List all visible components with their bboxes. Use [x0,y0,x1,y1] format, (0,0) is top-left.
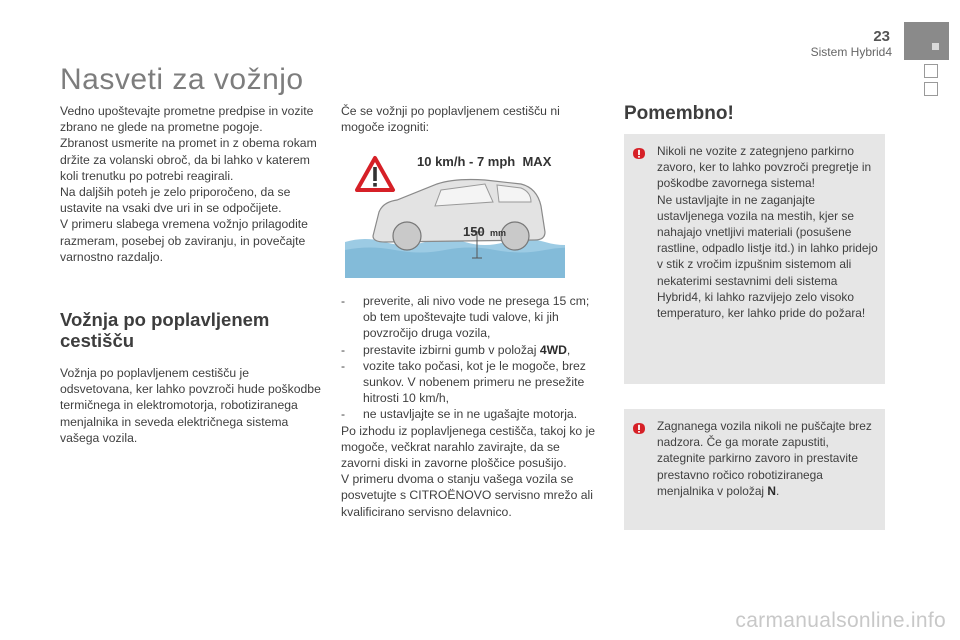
intro-text [60,103,322,265]
warning-box-unattended [624,409,885,530]
warning-icon [632,147,646,160]
warning-icon [632,422,646,435]
gear-position-n: N [767,483,776,498]
list-item: - vozite tako počasi, kot je le mogoče, brez sunkov. V nobenem primeru ne presežite hitrosti 10 km/h, [341,358,586,406]
list-item: - ne ustavljajte se in ne ugašajte motorja. [341,407,578,422]
tab-square-icon [932,43,939,50]
warning-text: Zagnanega vozila nikoli ne puščajte brez nadzora. Če ga morate zapustiti, zategnite parkirno zavoro in prestavite prestavno ročico robotiziranega menjalnika v položaj N. [657,419,872,498]
chapter-tab-active[interactable] [904,22,949,60]
page-title: Nasveti za vožnjo [60,63,304,96]
flood-instructions [341,293,599,520]
chapter-tab-3[interactable] [924,82,938,96]
intro-paragraph: V primeru slabega vremena vožnjo prilagodite razmeram, posebej ob zaviranju, in povečajte varnostno razdaljo. [60,217,308,264]
intro-paragraph: Na daljših poteh je zelo priporočeno, da se ustavite na vsaki dve uri in se odpočijete. [60,185,291,216]
list-item: - prestavite izbirni gumb v položaj 4WD, [341,342,571,357]
gear-position-4wd: 4WD [539,342,567,357]
warning-box-parking-brake [624,134,885,384]
flood-lead: Če se vožnji po poplavljenem cestišču ni mogoče izogniti: [341,104,560,135]
intro-paragraph: Vedno upoštevajte prometne predpise in vozite zbrano ne glede na prometne pogoje. [60,104,314,135]
after-flood-text: Po izhodu iz poplavljenega cestišča, takoj ko je mogoče, večkrat narahlo zavirajte, da se zavorni diski in zavorne ploščice posušijo. [341,423,596,471]
list-item: - preverite, ali nivo vode ne presega 15 cm; ob tem upoštevajte tudi valove, ki jih povzročijo druga vozila, [341,294,590,341]
depth-unit: mm [490,228,507,238]
warning-triangle-icon [357,158,393,190]
service-advice-text: V primeru dvoma o stanju vašega vozila se posvetujte s CITROËNOVO servisno mrežo ali kvalificirano servisno delavnico. [341,472,593,519]
depth-value: 150 [463,224,485,239]
watermark: carmanualsonline.info [735,609,946,632]
page-number: 23 [873,28,890,45]
section-label: Sistem Hybrid4 [810,45,892,59]
intro-paragraph: Zbranost usmerite na promet in z obema rokam držite za volanski obroč, da bi lahko v katerem koli trenutku po potrebi reagirali. [60,136,317,183]
speed-limit-label: 10 km/h - 7 mph MAX [417,154,552,169]
flooded-road-illustration [345,150,565,278]
flood-text: Vožnja po poplavljenem cestišču je odsvetovana, ker lahko povzroči hude poškodbe termičnega in elektromotorja, robotiziranega menjalnika in seveda električnega sistema vašega vozila. [60,366,321,445]
flood-heading: Vožnja po poplavljenem cestišču [60,309,270,351]
important-heading: Pomembno! [624,103,734,124]
chapter-tab-2[interactable] [924,64,938,78]
warning-text: Nikoli ne vozite z zategnjeno parkirno zavoro, ker to lahko povzroči pregretje in poškodbe zavornega sistema! Ne ustavljajte in ne zaganjajte ustavljenega vozila na mestih, kjer se nahajajo vnetljivi materiali (posušene rastline, odpadlo listje itd.) in lahko pridejo v stik z vročim izpušnim sistemom ali nekaterimi sestavnimi deli sistema Hybrid4, ki lahko razvijejo zelo visoko temperaturo, ker lahko pride do požara! [657,144,878,321]
